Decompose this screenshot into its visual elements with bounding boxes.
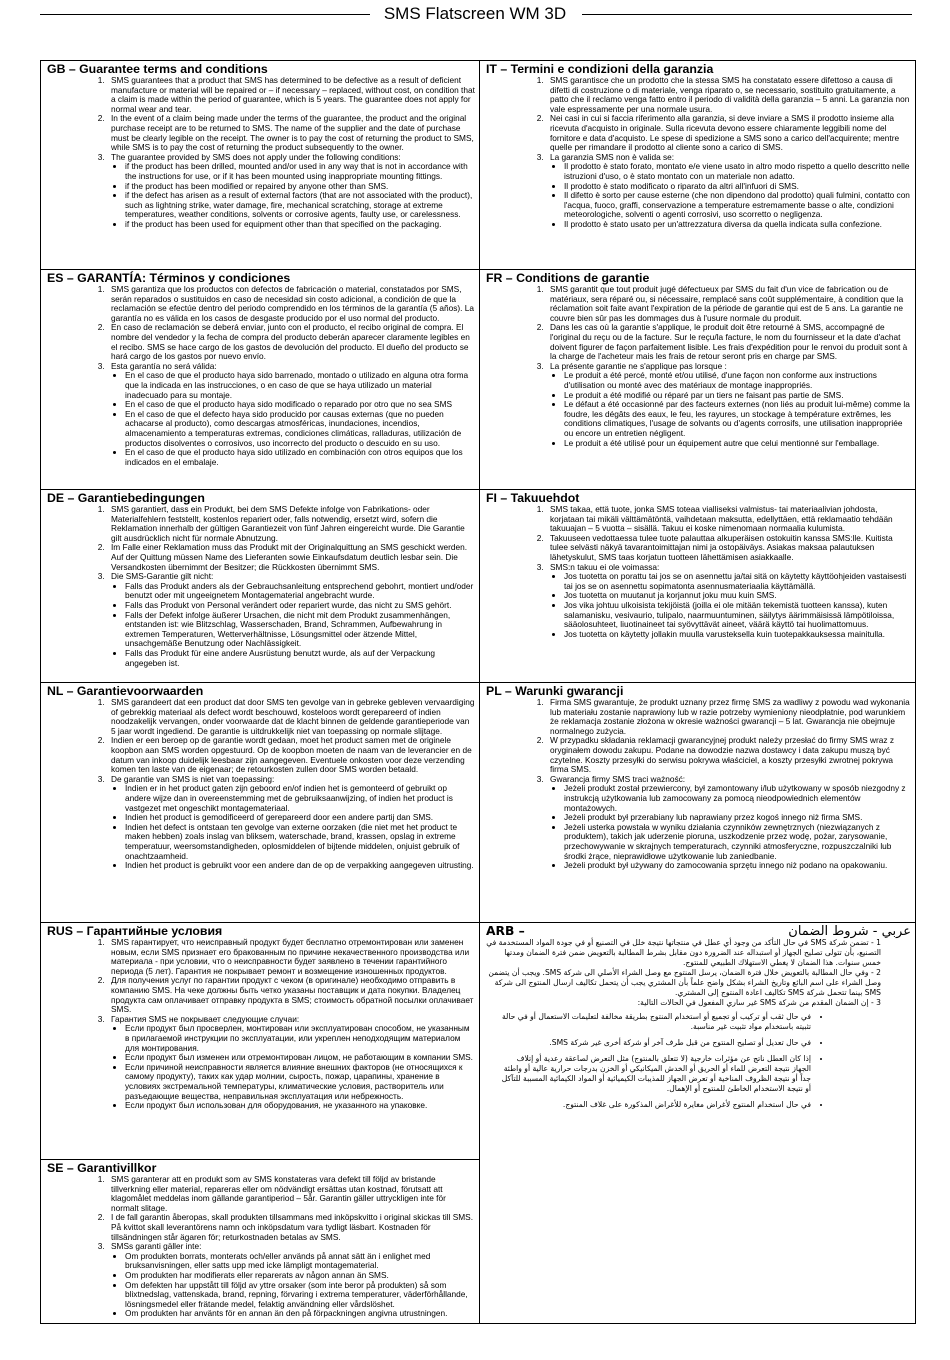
section-rus [41, 923, 480, 1160]
clause-list [47, 76, 475, 230]
exclusion-item: • if the defect has arisen as a result of external factors (that are not associated with the product), such as lightning strike, water damage, fire, mechanical scratching, storage at extreme temperatures, weather conditions, solvents or corrosive agents, faulty use, or carelessness. [125, 191, 475, 220]
clause-item [107, 1175, 475, 1213]
exclusion-item: • في حال استخدام المنتوج لأغراض مغايرة للأغراض المذكورة على غلاف المنتوج. [496, 1100, 811, 1110]
exclusion-list [111, 582, 475, 668]
section-heading: FI – Takuuehdot [486, 491, 580, 505]
exclusion-item: • Om produkten har använts för en annan än den på förpackningen angivna utrustningen. [125, 1309, 475, 1319]
clause-item [107, 76, 475, 114]
section-it [480, 61, 915, 270]
clause-list [47, 285, 475, 467]
exclusion-item: • Falls das Produkt von Personal verändert oder repariert wurde, das nicht zu SMS gehört. [125, 601, 475, 611]
clause-item [546, 563, 911, 640]
exclusion-item: • Если продукт был использован для оборудования, не указанного на упаковке. [125, 1101, 475, 1111]
clause-item [546, 775, 911, 871]
clause-item [546, 736, 911, 774]
exclusion-list [486, 1012, 911, 1110]
clause-item [546, 323, 911, 361]
clause-text: SMS garantiza que los productos con defectos de fabricación o material, constatados por SMS, serán reparados o sustituidos en caso de necesidad sin costo adicional, a condición de que la reclamación se efectúe dentro del periodo comprendido en los términos de la garantía (5 años). La garantía no es válida en los casos de desgaste producido por el uso normal del producto. [111, 284, 474, 323]
clause-text: Indien er een beroep op de garantie wordt gedaan, moet het product samen met de originele koopbon aan SMS worden opgestuurd. Op de koopbon moeten de naam van de leverancier en de datum van inkoop duidelijk leesbaar zijn aangegeven. Eventuele onkosten voor deze verzending komen ten laste van de eigenaar; de retourkosten zullen door SMS worden betaald. [111, 735, 472, 775]
clause-text: SMS takaa, että tuote, jonka SMS toteaa vialliseksi valmistus- tai materiaalivian johdosta, korjataan tai mikäli välttämätöntä, vaihdetaan maksutta, edellyttäen, että reklamaatio tehdään takuuajan – 5 vuotta – sisällä. Takuu ei koske nimenomaan normaalia kulumista. [550, 504, 893, 534]
clause-text: SMS:n takuu ei ole voimassa: [550, 561, 660, 572]
exclusion-item: • إذا كان العطل ناتج عن مؤثرات خارجية (لا تتعلق بالمنتوج) مثل التعرض لصاعقة رعدية أو إتلاف الجهاز نتيجة التعرض للماء أو الحريق أو الخدش الميكانيكي أو الخزن بدرجات حرارية عالية أو واطئة جداً أو نتيجة الظروف المناخية أو تعرض الجهاز للمذيبات الكيميائية أو المواد الكيمائية المسببة للتآكل أو نتيجة الاستخدام الخاطئ للمنتوج أو الإهمال. [496, 1054, 811, 1094]
section-de [41, 490, 480, 683]
exclusion-item: • Il prodotto è stato modificato o riparato da altri all'infuori di SMS. [564, 182, 911, 192]
exclusion-list [111, 162, 475, 229]
clause-item [546, 114, 911, 152]
exclusion-item: • في حال ثقب أو تركيب أو تجميع أو استخدام المنتوج بطريقة مخالفة لتعليمات الاستعمال أو في حالة تثبيته باستخدام مواد تثبيت غير مناسبة. [496, 1012, 811, 1032]
exclusion-item: • Il difetto è sorto per cause esterne (che non dipendono dal prodotto) quali fulmini, contatto con l'acqua, fuoco, graffi, conservazione a temperature estremamente basse o alte, condizioni meteorologiche, solventi o agenti corrosivi, uso scorretto o negligenza. [564, 191, 911, 220]
clause-item [107, 543, 475, 572]
clause-text: SMS garantiert, dass ein Produkt, bei dem SMS Defekte infolge von Fabrikations- oder Materialfehlern feststellt, kostenlos repariert oder, falls notwendig, ersetzt wird, sofern die Reklamation innerhalb der gültigen Garantiezeit von fünf Jahren eingereicht wurde. Die Garantie gilt ausdrücklich nicht für normale Abnutzung. [111, 504, 465, 543]
exclusion-list [111, 1024, 475, 1110]
exclusion-item: • Jos tuotetta on muutanut ja korjannut joku muu kuin SMS. [564, 591, 911, 601]
exclusion-item: • Le produit a été utilisé pour un équipement autre que celui mentionné sur l'emballage. [564, 439, 911, 449]
exclusion-list [550, 162, 911, 229]
exclusion-item: • Если продукт был просверлен, монтирован или эксплуатирован способом, не указанным в прилагаемой инструкции по эксплуатации, или укреплен неподходящим материалом для монтирования. [125, 1024, 475, 1053]
clause-item [546, 285, 911, 323]
exclusion-item: • if the product has been used for equipment other than that specified on the packaging. [125, 220, 475, 230]
clause-item [107, 362, 475, 468]
exclusion-item: • Falls der Defekt infolge äußerer Ursachen, die nicht mit dem Produkt zusammenhängen, entstanden ist: wie Blitzschlag, Wasserschaden, Brand, Schrammen, Aufbewahrung in extremen Temperaturen, Wetterverhältnisse, Lösungsmittel oder ätzende Mittel, unsachgemäße Benutzung oder Nachlässigkeit. [125, 611, 475, 649]
clause-text: SMS guarantees that a product that SMS has determined to be defective as a result of deficient manufacture or material will be repaired or – if necessary – replaced, without cost, on condition that a claim is made within the period of guarantee, which is 5 years. The guarantee does not apply for normal wear and tear. [111, 75, 475, 114]
exclusion-item: • Jos vika johtuu ulkoisista tekijöistä (joilla ei ole mitään tekemistä tuotteen kanssa), kuten salamanisku, vesivaurio, tulipalo, naarmuuntuminen, säilytys äärimmäisissä lämpötiloissa, sääolosuhteet, liuotinaineet tai syövyttävät aineet, väärä käyttö tai huolimattomuus. [564, 601, 911, 630]
clause-list [486, 76, 911, 230]
exclusion-item: • في حال تعديل أو تصليح المنتوج من قبل طرف آخر أو شركة أخرى غير شركة SMS. [496, 1038, 811, 1048]
exclusion-item: • Falls das Produkt anders als der Gebrauchsanleitung entsprechend gebohrt, montiert und/oder benutzt oder mit ungeeignetem Montagematerial angebracht wurde. [125, 582, 475, 601]
exclusion-item: • Indien er in het product gaten zijn geboord en/of indien het is gemonteerd of gebruikt op andere wijze dan in overeenstemming met de gebruiksaanwijzing, of indien het product is vastgezet met ongeschikt montagemateriaal. [125, 784, 475, 813]
exclusion-item: • Il prodotto è stato usato per un'attrezzatura diversa da quella indicata sulla confezione. [564, 220, 911, 230]
exclusion-item: • En el caso de que el producto haya sido utilizado en combinación con otros equipos que los indicados en el embalaje. [125, 448, 475, 467]
clause-item [546, 362, 911, 448]
clause-text: Гарантия SMS не покрывает следующие случаи: [111, 1013, 300, 1024]
clause-list [486, 285, 911, 448]
exclusion-item: • Om produkten har modifierats eller reparerats av någon annan än SMS. [125, 1271, 475, 1281]
section-nl [41, 683, 480, 923]
section-heading: ARB – [486, 924, 525, 938]
clause-text: Firma SMS gwarantuje, że produkt uznany przez firmę SMS za wadliwy z powodu wad wykonania lub materiału zostanie naprawiony lub w razie potrzeby wymieniony nieodpłatnie, pod warunkiem że reklamacja zostanie złożona w okresie ważności gwarancji – 5 lat. Gwarancja nie obejmuje normalnego zużycia. [550, 697, 910, 736]
section-heading-arabic: عربي - شروط الضمان [788, 924, 911, 939]
clause-text: The guarantee provided by SMS does not apply under the following conditions: [111, 151, 401, 162]
exclusion-item: • Indien het defect is ontstaan ten gevolge van externe oorzaken (die niet met het product te maken hebben) zoals inslag van bliksem, waterschade, brand, krassen, opslag in extreme temperatuur, weersomstandigheden, oplosmiddelen of bijtende middelen, onjuist gebruik of onachtzaamheid. [125, 823, 475, 861]
clause-text: En caso de reclamación se deberá enviar, junto con el producto, el recibo original de compra. El nombre del vendedor y la fecha de compra del producto deberán aparecer claramente legibles en el recibo. SMS se hace cargo de los gastos de devolución del producto. El dueño del producto se hará cargo de los gastos por nuevo envío. [111, 322, 470, 362]
clause-item [107, 736, 475, 774]
clause-item [107, 572, 475, 668]
clause-text: 2 - وفي حال المطالبة بالتعويض خلال فترة الضمان، يرسل المنتوج مع وصل الشراء الأصلي الى شركة SMS. ويجب أن يتضمن وصل الشراء على اسم البائع وتاريخ الشراء بشكل واضح علماً بأن المشتري يجب أن يتحمل تكاليف ارسال المنتوج الى شركة SMS بينما تتحمل شركة SMS تكاليف اعادة المنتوج إلى المشتري. [488, 968, 881, 997]
clause-item [107, 1242, 475, 1319]
section-heading: SE – Garantivillkor [47, 1161, 157, 1175]
clause-item [107, 285, 475, 323]
clause-text: SMS garandeert dat een product dat door SMS ten gevolge van in gebreke gebleven vervaardiging of gebrekkig materiaal als defect wordt beschouwd, kosteloos wordt gerepareerd of indien noodzakelijk vervangen, onder voorwaarde dat de klacht binnen de geldende garantieperiode van 5 jaar wordt ingediend. De garantie is uitdrukkelijk niet van toepassing op normale slijtage. [111, 697, 475, 736]
section-fi [480, 490, 915, 683]
section-heading: FR – Conditions de garantie [486, 271, 650, 285]
clause-list [486, 698, 911, 871]
clause-text: SMSs garanti gäller inte: [111, 1241, 202, 1252]
clause-text: In the event of a claim being made under the terms of the guarantee, the product and the original purchase receipt are to be returned to SMS. The name of the supplier and the date of purchase must be clearly legible on the receipt. The owner is to pay the cost of returning the product to SMS, while SMS is to pay the cost of returning the product subsequently to the owner. [111, 113, 474, 153]
section-heading: RUS – Гарантийные условия [47, 924, 223, 938]
exclusion-item: • Om defekten har uppstått till följd av yttre orsaker (som inte beror på produkten) så som blixtnedslag, vattenskada, brand, repning, förvaring i extrema temperaturer, väderförhållande, lösningsmedel eller frätande medel, felaktig användning eller vårdslöshet. [125, 1281, 475, 1310]
exclusion-item: • Jos tuotetta on porattu tai jos se on asennettu ja/tai sitä on käytetty käyttöohjeiden vastaisesti tai jos se on asennettu sopimatonta asennusmateriaalia käyttämällä. [564, 572, 911, 591]
clause-text: 1 - تضمن شركة SMS في حال التأكد من وجود أي عطل في منتجاتها نتيجة خلل في التصنيع أو في جودة المواد المستخدمة في التصنيع، بأن تتولى تصليح الجهاز أو استبداله عند الضرورة دون مقابل بشرط المطالبة بالتعويض ضمن فترة الضمان ومدتها خمس سنوات. هذا الضمان لا يغطي الاستهلاك الطبيعي للمنتوج. [486, 938, 881, 967]
exclusion-item: • Om produkten borrats, monterats och/eller används på annat sätt än i enlighet med bruksanvisningen, eller satts upp med icke lämpligt montagematerial. [125, 1252, 475, 1271]
clause-list [47, 1175, 475, 1319]
section-heading: PL – Warunki gwarancji [486, 684, 624, 698]
empty-cell [480, 1160, 915, 1323]
exclusion-item: • Jos tuotetta on käytetty jollakin muulla varusteksella kuin tuotepakkauksessa mainitulla. [564, 630, 911, 640]
exclusion-item: • En el caso de que el producto haya sido barrenado, montado o utilizado en alguna otra forma que la indicada en las instrucciones, o en caso de que se haya utilizado un material inadecuado para su montaje. [125, 371, 475, 400]
section-heading: DE – Garantiebedingungen [47, 491, 205, 505]
clause-item [107, 976, 475, 1014]
exclusion-list [550, 572, 911, 639]
clause-text: Takuuseen vedottaessa tulee tuote palauttaa alkuperäisen ostokuitin kanssa SMS:lle. Kuitista tulee selvästi näkyä tavarantoimittajan nimi ja ostopäiväys. Asiakas maksaa palautuksen lähetyskulut, SMS taas korjatun tuotteen lähettämisen asiakkaalle. [550, 532, 893, 562]
clause-text: I de fall garantin åberopas, skall produkten tillsammans med inköpskvitto i original skickas till SMS. På kvittot skall leverantörens namn och inköpsdatum vara tydligt läsbart. Kostnaden för tillsändningen står ägaren för; returkostnaden betalas av SMS. [111, 1212, 473, 1242]
clause-item [107, 698, 475, 736]
clause-item [546, 76, 911, 114]
section-fr [480, 270, 915, 490]
clause-item [546, 505, 911, 534]
section-heading: NL – Garantievoorwaarden [47, 684, 204, 698]
clause-text: SMS garantit que tout produit jugé défectueux par SMS du fait d'un vice de fabrication ou de matériaux, sera réparé ou, si nécessaire, remplacé sans coût supplémentaire, à condition que la réclamation soit faite avant l'expiration de la période de garantie qui est de 5 ans. La garantie ne couvre bien sûr pas les dommages dus à l'usure normale du produit. [550, 284, 904, 323]
clause-text: Die SMS-Garantie gilt nicht: [111, 571, 214, 582]
exclusion-item: • if the product has been drilled, mounted and/or used in any way that is not in accordance with the instructions for use, or if it has been mounted using inappropriate mounting fittings. [125, 162, 475, 181]
clause-item [107, 1213, 475, 1242]
exclusion-item: • Le produit a été modifié ou réparé par un tiers ne faisant pas partie de SMS. [564, 391, 911, 401]
exclusion-list [111, 1252, 475, 1319]
clause-item [107, 114, 475, 152]
section-pl [480, 683, 915, 923]
clause-text: SMS garantisce che un prodotto che la stessa SMS ha constatato essere difettoso a causa di difetti di costruzione o di materiale, venga riparato o, se necessario, sostituito gratuitamente, a patto che il reclamo venga fatto entro il periodo di validità della garanzia – 5 anni. La garanzia non vale espressamente per una normale usura. [550, 75, 910, 114]
exclusion-item: • Il prodotto è stato forato, montato e/e viene usato in altro modo rispetto a quello descritto nelle istruzioni d'uso, o è stato montato con un materiale non adatto. [564, 162, 911, 181]
clause-text: Для получения услуг по гарантии продукт с чеком (в оригинале) необходимо отправить в компанию SMS. На чеке должны быть четко указаны поставщик и дата покупки. Владелец продукта сам оплачивает отправку продукта в SMS; стоимость обратной посылки оплачивает SMS. [111, 975, 474, 1015]
clause-text: De garantie van SMS is niet van toepassing: [111, 773, 275, 784]
section-gb [41, 61, 480, 270]
clause-text: Esta garantía no será válida: [111, 360, 217, 371]
section-heading: ES – GARANTÍA: Términos y condiciones [47, 271, 291, 285]
exclusion-item: • En el caso de que el defecto haya sido producido por causas externas (que no pueden achacarse al producto), como descargas atmosféricas, inundaciones, incendios, almacenamiento a temperaturas extremas, condiciones climáticas, ralladuras, utilización de productos disolventes o corrosivos, uso incorrecto del producto o descuido en su uso. [125, 410, 475, 448]
exclusion-item: • Le défaut a été occasionné par des facteurs externes (non liés au produit lui-même) comme la foudre, les dégâts des eaux, le feu, les rayures, un stockage à température extrêmes, les conditions climatiques, l'usage de solvants ou d'agents corrosifs, une utilisation inappropriée ou encore un entretien négligent. [564, 400, 911, 438]
section-heading: IT – Termini e condizioni della garanzia [486, 62, 714, 76]
exclusion-item: • if the product has been modified or repaired by anyone other than SMS. [125, 182, 475, 192]
section-es [41, 270, 480, 490]
section-arb [480, 923, 915, 1160]
clause-item [546, 534, 911, 563]
exclusion-item: • Jeżeli produkt został przewiercony, był zamontowany i/lub użytkowany w sposób niezgodny z instrukcją użytkowania lub zamocowany za pomocą nieodpowiednich elementów montażowych. [564, 784, 911, 813]
exclusion-item: • Если причиной неисправности является влияние внешних факторов (не относящихся к самому продукту), таких как удар молнии, сырость, пожар, царапины, хранение в условиях экстремальной температуры, климатические условия, растворитель или разъедающие вещества, неправильная эксплуатация или небрежность. [125, 1063, 475, 1101]
clause-item [107, 323, 475, 361]
clause-list [47, 505, 475, 668]
clause-text: Nei casi in cui si faccia riferimento alla garanzia, si deve inviare a SMS il prodotto insieme alla ricevuta d'acquisto in originale. Sulla ricevuta devono essere chiaramente leggibili nome del fornitore e data d'acquisto. Le spese di spedizione a SMS sono a carico dell'acquirente; mentre quelle per rimandare il prodotto al cliente sono a carico di SMS. [550, 113, 900, 153]
clause-list [486, 505, 911, 639]
exclusion-item: • Falls das Produkt für eine andere Ausrüstung benutzt wurde, als auf der Verpackung angegeben ist. [125, 649, 475, 668]
clause-item [107, 938, 475, 976]
clause-text: SMS гарантирует, что неисправный продукт будет бесплатно отремонтирован или заменен новым, если SMS признает его бракованным по причине некачественного производства или материала - при условии, что о неисправности будет заявлено в течении гарантийного периода (5 лет). Гарантия не покрывает ремонт и возмещение изношенных продуктов. [111, 937, 470, 976]
clause-list [47, 938, 475, 1111]
exclusion-item: • Indien het product is gebruikt voor een andere dan de op de verpakking aangegeven uitrusting. [125, 861, 475, 871]
section-heading: GB – Guarantee terms and conditions [47, 62, 268, 76]
exclusion-item: • Jeżeli produkt był przerabiany lub naprawiany przez kogoś innego niż firma SMS. [564, 813, 911, 823]
clause-item [107, 1015, 475, 1111]
clause-item [107, 153, 475, 230]
exclusion-item: • Indien het product is gemodificeerd of gerepareerd door een andere partij dan SMS. [125, 813, 475, 823]
header-rule-right [582, 14, 912, 15]
exclusion-item: • Jeżeli produkt był używany do zamocowania sprzętu innego niż podano na opakowaniu. [564, 861, 911, 871]
clause-text: Gwarancja firmy SMS traci ważność: [550, 773, 686, 784]
clause-item [546, 153, 911, 230]
exclusion-list [111, 371, 475, 467]
exclusion-item: • Le produit a été percé, monté et/ou utilisé, d'une façon non conforme aux instructions d'utilisation ou monté avec des matériaux de montage inappropriés. [564, 371, 911, 390]
page-header [0, 0, 950, 30]
section-se [41, 1160, 480, 1323]
exclusion-item: • Если продукт был изменен или отремонтирован лицом, не работающим в компании SMS. [125, 1053, 475, 1063]
exclusion-list [550, 784, 911, 870]
clause-text: W przypadku składania reklamacji gwarancyjnej produkt należy przesłać do firmy SMS wraz z oryginałem dowodu zakupu. Podane na dowodzie nazwa dostawcy i data zakupu muszą być czytelne. Koszty przesyłki do serwisu pokrywa właściciel, a koszty przesyłki zwrotnej pokrywa firma SMS. [550, 735, 894, 775]
exclusion-list [550, 371, 911, 448]
clause-text: Dans les cas où la garantie s'applique, le produit doit être retourné à SMS, accompagné de l'original du reçu ou de la facture. Sur le reçu/la facture, le nom du fournisseur et la date d'achat doivent figurer de façon parfaitement lisible. Les frais d'expédition pour le renvoi du produit sont à la charge de l'acheteur mais les frais de retour seront pris en charge par SMS. [550, 322, 908, 362]
clause-text: SMS garanterar att en produkt som av SMS konstateras vara defekt till följd av bristande tillverkning eller material, repareras eller om nödvändigt ersättas utan kostnad, förutsatt att klagomålet meddelas inom gällande garantiperiod – 5år. Garantin gäller uttryckligen inte för normalt slitage. [111, 1174, 446, 1213]
exclusion-item: • En el caso de que el producto haya sido modificado o reparado por otro que no sea SMS [125, 400, 475, 410]
clause-text: Im Falle einer Reklamation muss das Produkt mit der Originalquittung an SMS geschickt werden. Auf der Quittung müssen Name des Lieferanten sowie Einkaufsdatum deutlich lesbar sein. Die Versandkosten übernimmt der Besitzer; die Rückkosten übernimmt SMS. [111, 542, 468, 572]
clause-text: La présente garantie ne s'applique pas lorsque : [550, 360, 727, 371]
exclusion-item: • Jeżeli usterka powstała w wyniku działania czynników zewnętrznych (niezwiązanych z produktem), takich jak uderzenie pioruna, uszkodzenie przez wodę, pożar, zarysowanie, przechowywanie w skrajnych temperaturach, czynniki atmosferyczne, rozpuszczalniki lub środki żrące, nieprawidłowe użytkowanie lub zaniedbanie. [564, 823, 911, 861]
clause-text: La garanzia SMS non è valida se: [550, 151, 675, 162]
clause-item [546, 698, 911, 736]
exclusion-list [111, 784, 475, 870]
clause-text: 3 - إن الضمان المقدم من شركة SMS غير ساري المفعول في الحالات التالية: [637, 998, 881, 1007]
guarantee-table [40, 60, 916, 1324]
clause-item [107, 505, 475, 543]
clause-item [107, 775, 475, 871]
document-title: SMS Flatscreen WM 3D [383, 4, 567, 23]
clause-list [47, 698, 475, 871]
